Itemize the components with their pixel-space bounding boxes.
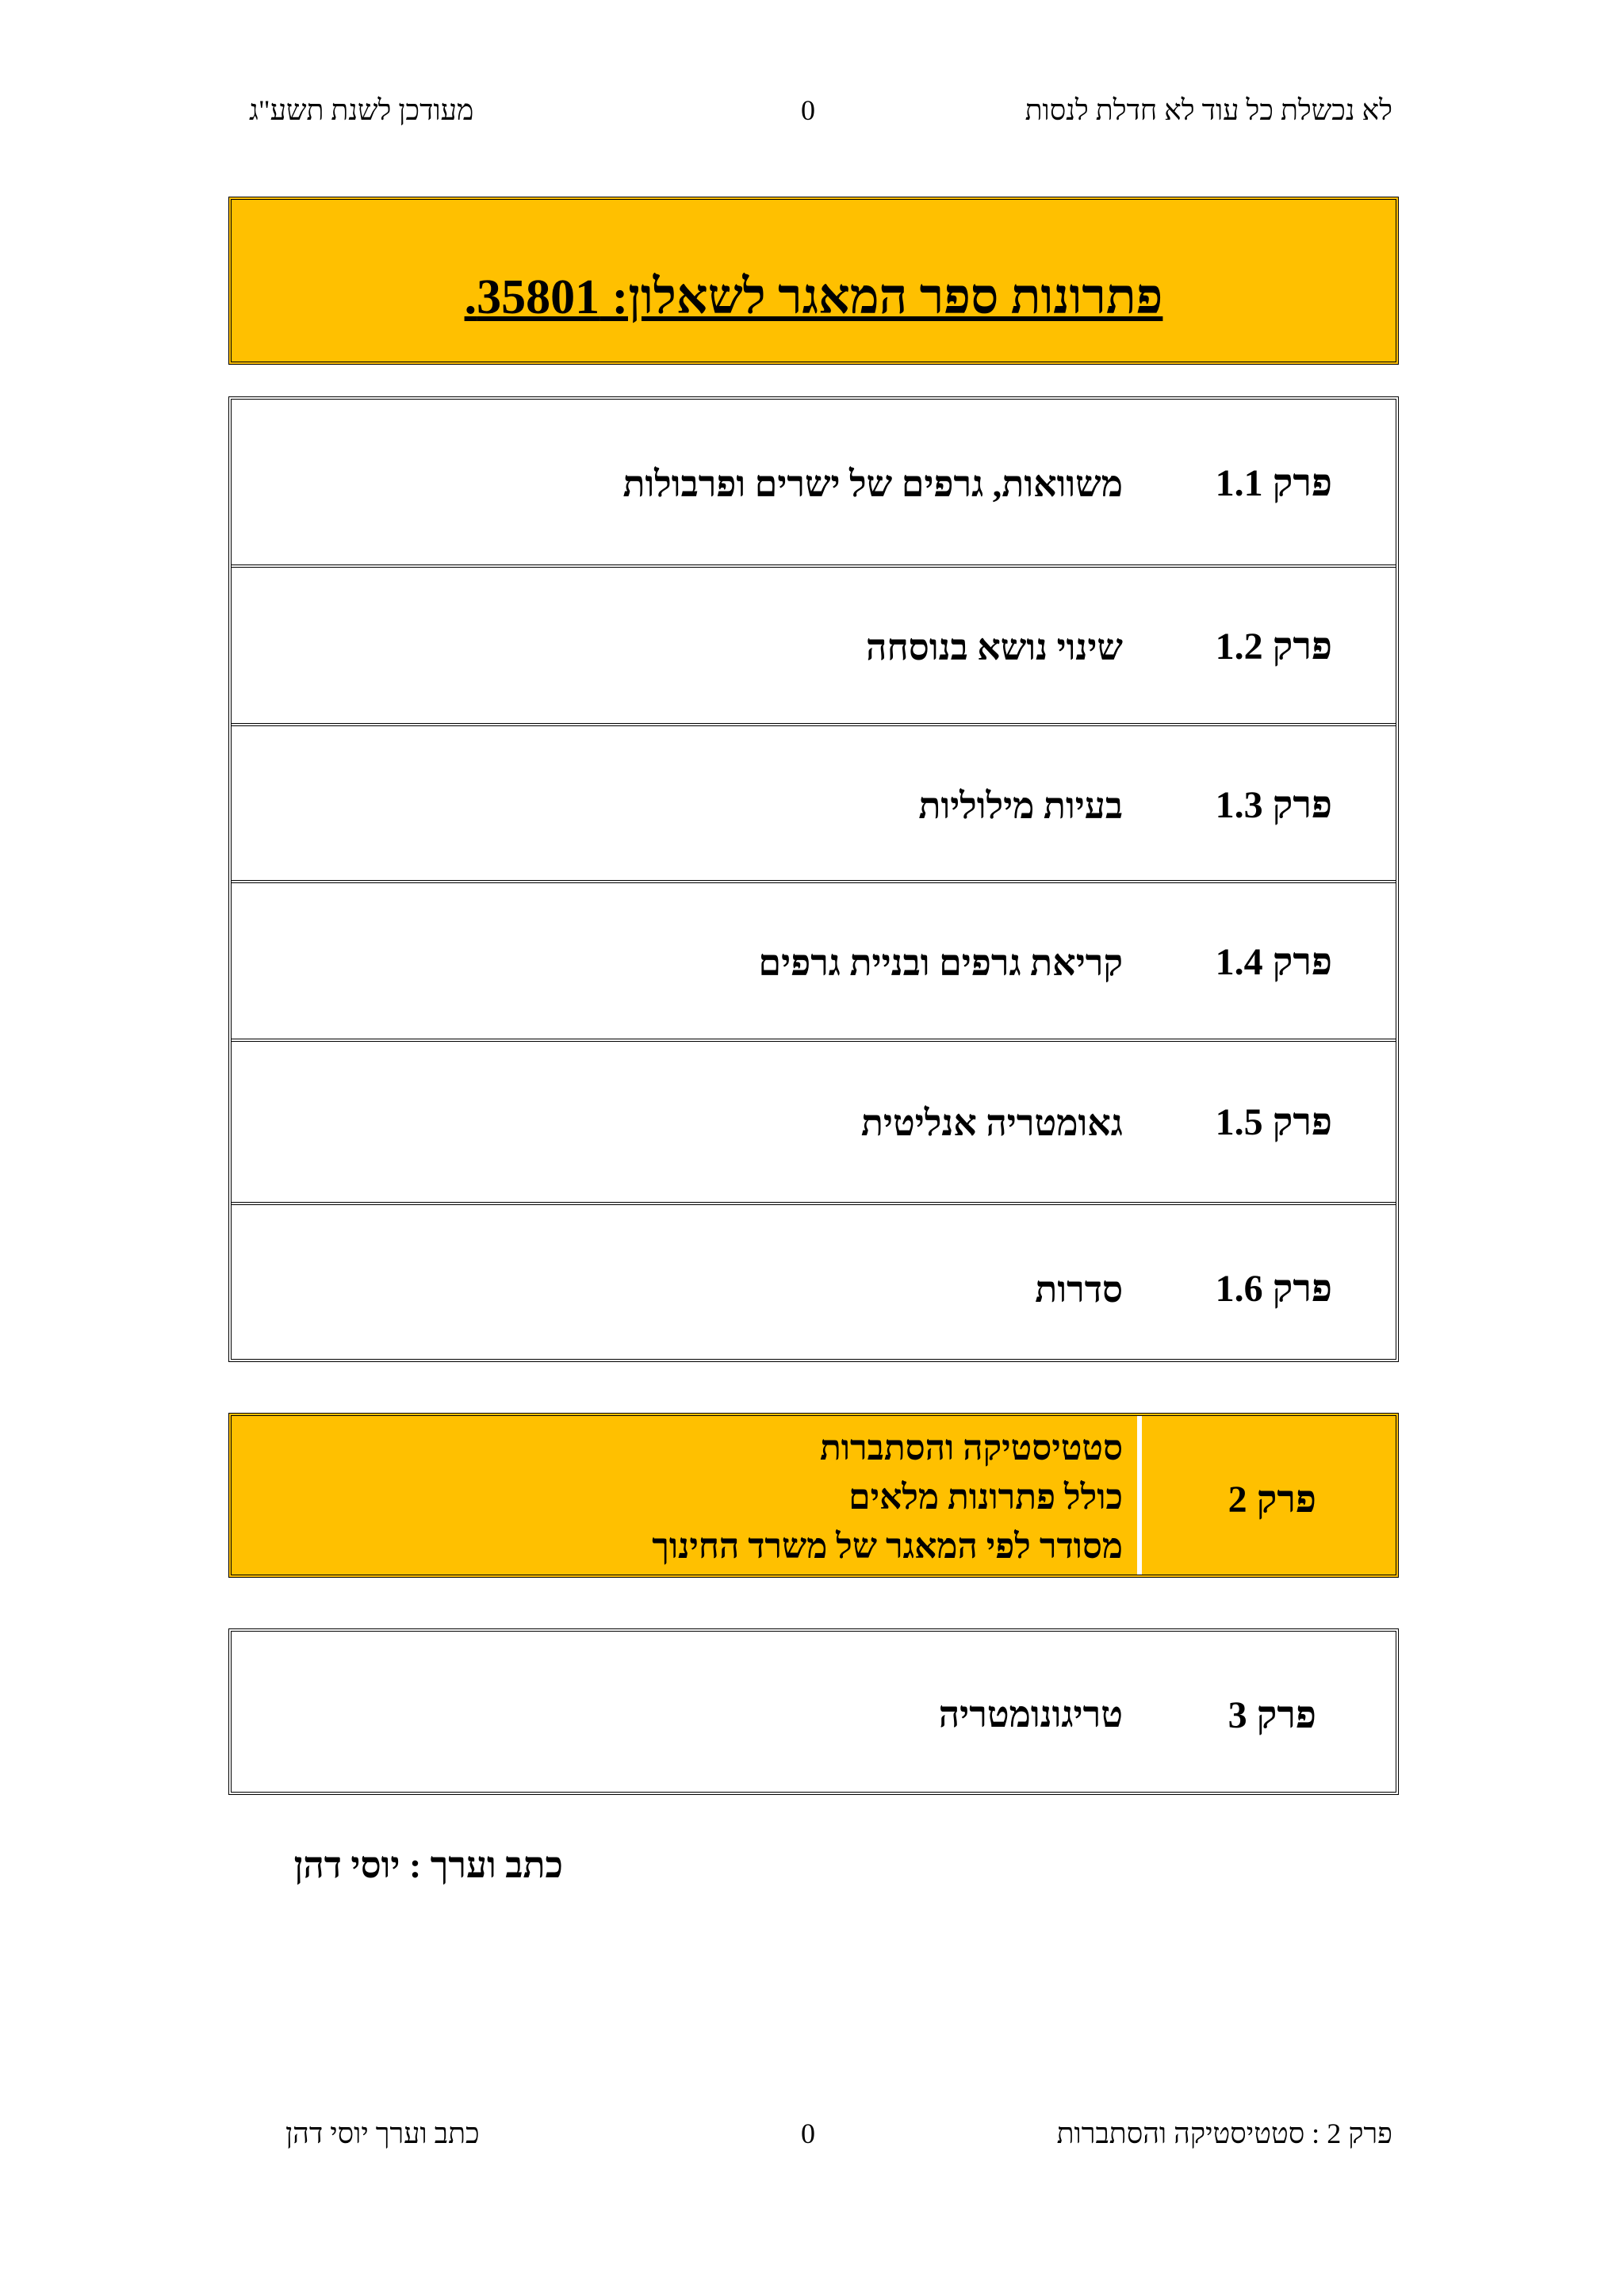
author-credit: כתב וערך : יוסי דהן bbox=[293, 1845, 563, 1885]
chapter-number: פרק 1.3 bbox=[1215, 784, 1332, 826]
header-page-number: 0 bbox=[801, 94, 815, 126]
chapter2-line: מסודר לפי המאגר של משרד החינוך bbox=[652, 1527, 1123, 1566]
chapter2-description bbox=[652, 1424, 1123, 1571]
footer-author: כתב וערך יוסי דהן bbox=[285, 2118, 480, 2149]
chapter-number: פרק 1.6 bbox=[1215, 1268, 1332, 1310]
chapter-name: משוואות, גרפים של ישרים ופרבולות bbox=[622, 464, 1123, 504]
header-updated: מעודכן לשנת תשע"ג bbox=[249, 94, 474, 126]
chapter-row bbox=[232, 1205, 1396, 1360]
chapter-row bbox=[232, 726, 1396, 883]
footer-page-number: 0 bbox=[801, 2118, 815, 2149]
chapter-number: פרק 1.5 bbox=[1215, 1101, 1332, 1143]
chapter-number: פרק 3 bbox=[1228, 1694, 1316, 1736]
chapter-name: טריגונומטריה bbox=[938, 1694, 1123, 1735]
chapter-row bbox=[232, 883, 1396, 1042]
chapter2-line: כולל פתרונות מלאים bbox=[848, 1478, 1123, 1517]
chapter-number: פרק 1.2 bbox=[1215, 626, 1332, 668]
chapter3-box bbox=[228, 1628, 1399, 1795]
footer-chapter: פרק 2 : סטטיסטיקה והסתברות bbox=[1056, 2118, 1392, 2149]
page-header bbox=[0, 94, 1624, 141]
chapter-number: פרק 2 bbox=[1228, 1479, 1316, 1521]
column-divider bbox=[1137, 1416, 1142, 1575]
chapter-row bbox=[232, 400, 1396, 568]
chapter-name: גאומטריה אנליטית bbox=[860, 1103, 1123, 1143]
chapter-name: סדרות bbox=[1035, 1269, 1123, 1310]
chapter-name: שינוי נושא בנוסחה bbox=[866, 627, 1123, 668]
chapter2-line: סטטיסטיקה והסתברות bbox=[819, 1429, 1123, 1468]
chapter-number: פרק 1.4 bbox=[1215, 941, 1332, 983]
header-motto: לא נכשלת כל עוד לא חדלת לנסות bbox=[1025, 94, 1392, 126]
chapters-table bbox=[228, 396, 1399, 1362]
page-footer bbox=[0, 2117, 1624, 2164]
chapter2-box bbox=[228, 1413, 1399, 1578]
chapter-row bbox=[232, 568, 1396, 726]
page-title: פתרונות ספר המאגר לשאלון: 35801. bbox=[464, 270, 1163, 324]
chapter-name: קריאת גרפים ובניית גרפים bbox=[758, 943, 1123, 983]
chapter-row bbox=[232, 1042, 1396, 1205]
chapter-name: בעיות מילוליות bbox=[918, 786, 1123, 826]
chapter-number: פרק 1.1 bbox=[1215, 462, 1332, 504]
title-box bbox=[228, 197, 1399, 365]
